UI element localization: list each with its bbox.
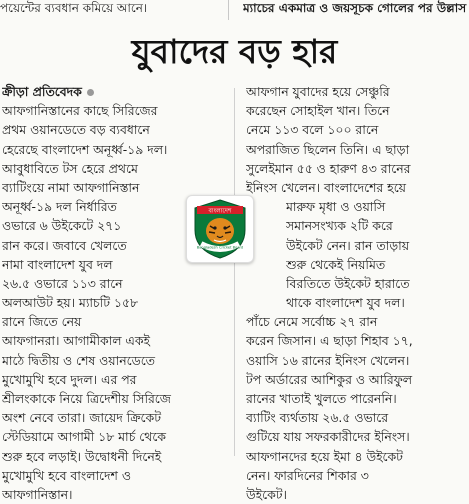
article-line: অলআউট হয়। ম্যাচটি ১৫৮ (2, 295, 139, 311)
article-line: স্টেডিয়ামে আগামী ১৮ মার্চ থেকে (2, 429, 166, 445)
article-line: টপ অর্ডারের আশিকুর ও আরিফুল (246, 371, 413, 387)
article-line: অপরাজিত ছিলেন তিনি। এ ছাড়া (246, 141, 410, 157)
article-line: করেন জিসান। এ ছাড়া শিহাব ১৭, (246, 333, 413, 349)
article-line: ব্যাটিং ব্যর্থতায় ২৬.৫ ওভারে (246, 410, 389, 426)
adjacent-caption-snippet: ম্যাচের একমাত্র ও জয়সূচক গোলের পর উল্লাস (243, 1, 467, 15)
article-line: রানের খাতাই খুলতে পারেননি। (246, 391, 397, 406)
bcb-logo (186, 195, 254, 263)
article-line: সমানসংখ্যক ২টি করে (286, 218, 393, 234)
article-line: সুলেইমান ৫৫ ও হারুণ ৪৩ রানের (246, 160, 411, 176)
column-divider (234, 88, 235, 456)
article-line: উইকেট নেন। রান তাড়ায় (286, 237, 409, 253)
article-line: আবুধাবিতে টস হেরে প্রথমে (2, 160, 138, 176)
article-line: নেন। ফারদিনের শিকার ৩ (246, 467, 369, 483)
article-line: ইনিংস খেলেন। বাংলাদেশের হয়ে (246, 179, 406, 195)
byline: ক্রীড়া প্রতিবেদক (2, 84, 82, 99)
article-line: আফগান যুবাদের হয়ে সেঞ্চুরি (246, 84, 390, 99)
article-line: শুরু হবে লড়াই। উদ্বোধনী দিনেই (2, 448, 162, 464)
article-line: নামা বাংলাদেশ যুব দল (2, 256, 113, 272)
bcb-emblem-icon (187, 196, 253, 262)
article-line: ওভারে ৬ উইকেটে ২৭১ (2, 218, 122, 234)
article-line: ২৬.৫ ওভারে ১১৩ রানে (2, 275, 123, 291)
article-line: রানে জিতে নেয় (2, 314, 82, 330)
article-line: মাঠে দ্বিতীয় ও শেষ ওয়ানডেতে (2, 352, 155, 368)
article-line: থাকে বাংলাদেশ যুব দল। (286, 295, 405, 311)
article-line: শ্রীলংকাকে নিয়ে ত্রিদেশীয় সিরিজে (2, 391, 171, 406)
article-line: শুরু থেকেই নিয়মিত (286, 256, 386, 272)
article-line: আফগানরা। আগামীকাল একই (2, 333, 150, 349)
top-column-rule (228, 0, 229, 20)
article-column-left (2, 82, 224, 504)
article-line: হেরেছে বাংলাদেশ অনূর্ধ্ব-১৯ দল। (2, 141, 168, 157)
logo-top-text: বাংলাদেশ (208, 207, 232, 215)
article-line: মারুফ মৃধা ও ওয়াসি (286, 199, 386, 215)
article-line: প্রথম ওয়ানডেতে বড় ব্যবধানে (2, 122, 150, 138)
article-line: পাঁচে নেমে সর্বোচ্চ ২৭ রান (246, 314, 378, 330)
article-line: অংশ নেবে তারা। জায়েদ ক্রিকেট (2, 410, 161, 426)
article-line: আফগানিস্তানের কাছে সিরিজের (2, 103, 158, 119)
article-line: মুখোমুখি হবে দুদল। এর পর (2, 371, 137, 387)
article-line: অনূর্ধ্ব-১৯ দল নির্ধারিত (2, 199, 117, 215)
article-line: মুখোমুখি হবে বাংলাদেশ ও (2, 467, 131, 483)
article-line: গুটিয়ে যায় সফরকারীদের ইনিংস। (246, 429, 410, 445)
article-line: নেমে ১১৩ বলে ১০০ রানে (246, 122, 379, 138)
article-line: উইকেট। (246, 486, 287, 502)
byline-row (2, 82, 224, 101)
previous-article-snippet: পয়েন্টের ব্যবধান কমিয়ে আনে। (0, 1, 148, 15)
article-line: বিরতিতে উইকেট হারাতে (286, 275, 410, 291)
article-line: ব্যাটিংয়ে নামা আফগানিস্তান (2, 179, 140, 195)
top-strip (0, 0, 469, 24)
article-line: রান করে। জবাবে খেলতে (2, 237, 127, 253)
article-line: ওয়াসি ১৬ রানের ইনিংস খেলেন। (246, 352, 410, 368)
logo-bottom-text: Bangladesh Cricket Board (196, 245, 244, 250)
article-line: আফগানদের হয়ে ইমা ৪ উইকেট (246, 448, 403, 464)
article-column-right (246, 82, 469, 504)
article-line: করেছেন সোহাইল খান। তিনে (246, 103, 390, 119)
article-line: আফগানিস্তান। (2, 486, 73, 502)
bullet-icon (87, 89, 94, 96)
headline: যুবাদের বড় হার (131, 32, 338, 71)
